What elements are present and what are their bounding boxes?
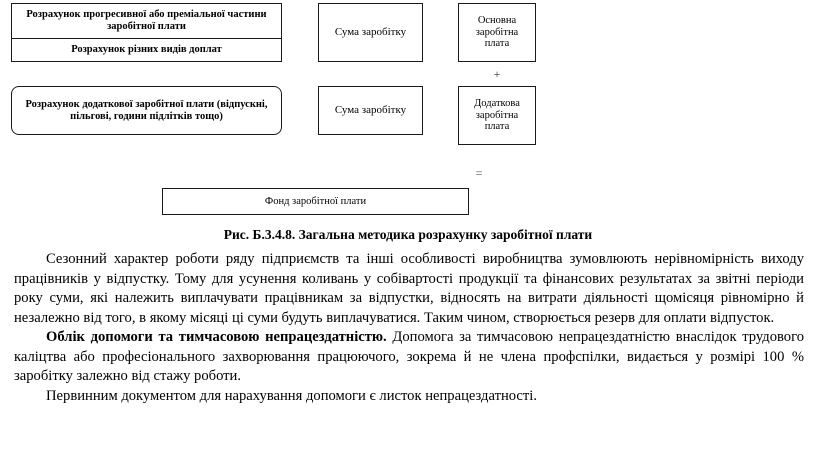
diagram-box-sum-earnings-additional (318, 86, 423, 135)
diagram-cell-wage-fund-label: Фонд заробітної плати (264, 195, 367, 207)
diagram-box-progressive-premium-calculation (11, 3, 282, 62)
figure-caption: Рис. Б.3.4.8. Загальна методика розрахунку заробітної плати (223, 227, 593, 242)
paragraph-body-run: Допомога за тимчасовою непрацездатністю внаслідок трудового каліцтва або професіонального захворювання працюючого, зокрема й не члена профспілки, видається у розмірі 100 % заробітку залежно від стажу роботи. (14, 329, 804, 384)
diagram-box-basic-wage (458, 3, 536, 62)
diagram-cell-sum-earnings-basic-label: Сума заробітку (334, 26, 407, 39)
paragraph-heading-run: Облік допомоги та тимчасовою непрацездатністю. (46, 329, 387, 345)
paragraph-primary-document: Первинним документом для нарахування допомоги є листок непрацездатності. (46, 387, 537, 404)
diagram-box-wage-fund (162, 188, 469, 215)
paragraph-seasonal-vacation-reserve: Сезонний характер роботи ряду підприємств та інші особливості виробництва зумовлюють нерівномірність виходу працівників у відпустку. Тому для усунення коливань у собівартості продукції та фінансових результатах за звітні періоди року суми, які належить виплачувати працівникам за відпустки, відносять на витрати діяльності щомісяця рівномірно й незалежно від того, в якому місяці ці суми будуть виплачуватися. Таким чином, створюється резерв для оплати відпусток. (14, 251, 804, 326)
diagram-box-additional-wage (458, 86, 536, 145)
document-body-text (14, 250, 804, 406)
paragraph-temporary-disability-benefit (14, 328, 804, 387)
diagram-cell-progressive-premium-label: Розрахунок прогресивної або преміальної частини заробітної плати (26, 9, 267, 32)
diagram-cell-additional-wage-calculation-label: Розрахунок додаткової заробітної плати (відпускні, пільгові, години підлітків тощо) (25, 98, 268, 122)
diagram-operator-equals: = (475, 166, 483, 180)
diagram-cell-various-surcharges-label: Розрахунок різних видів доплат (12, 38, 281, 61)
diagram-operator-plus: + (493, 67, 501, 81)
diagram-cell-sum-earnings-additional-label: Сума заробітку (334, 104, 407, 117)
diagram-box-additional-wage-calculation (11, 86, 282, 135)
diagram-cell-additional-wage-label: Додаткова заробітна плата (474, 97, 520, 133)
diagram-cell-basic-wage-label: Основна заробітна плата (475, 14, 519, 50)
diagram-box-sum-earnings-basic (318, 3, 423, 62)
